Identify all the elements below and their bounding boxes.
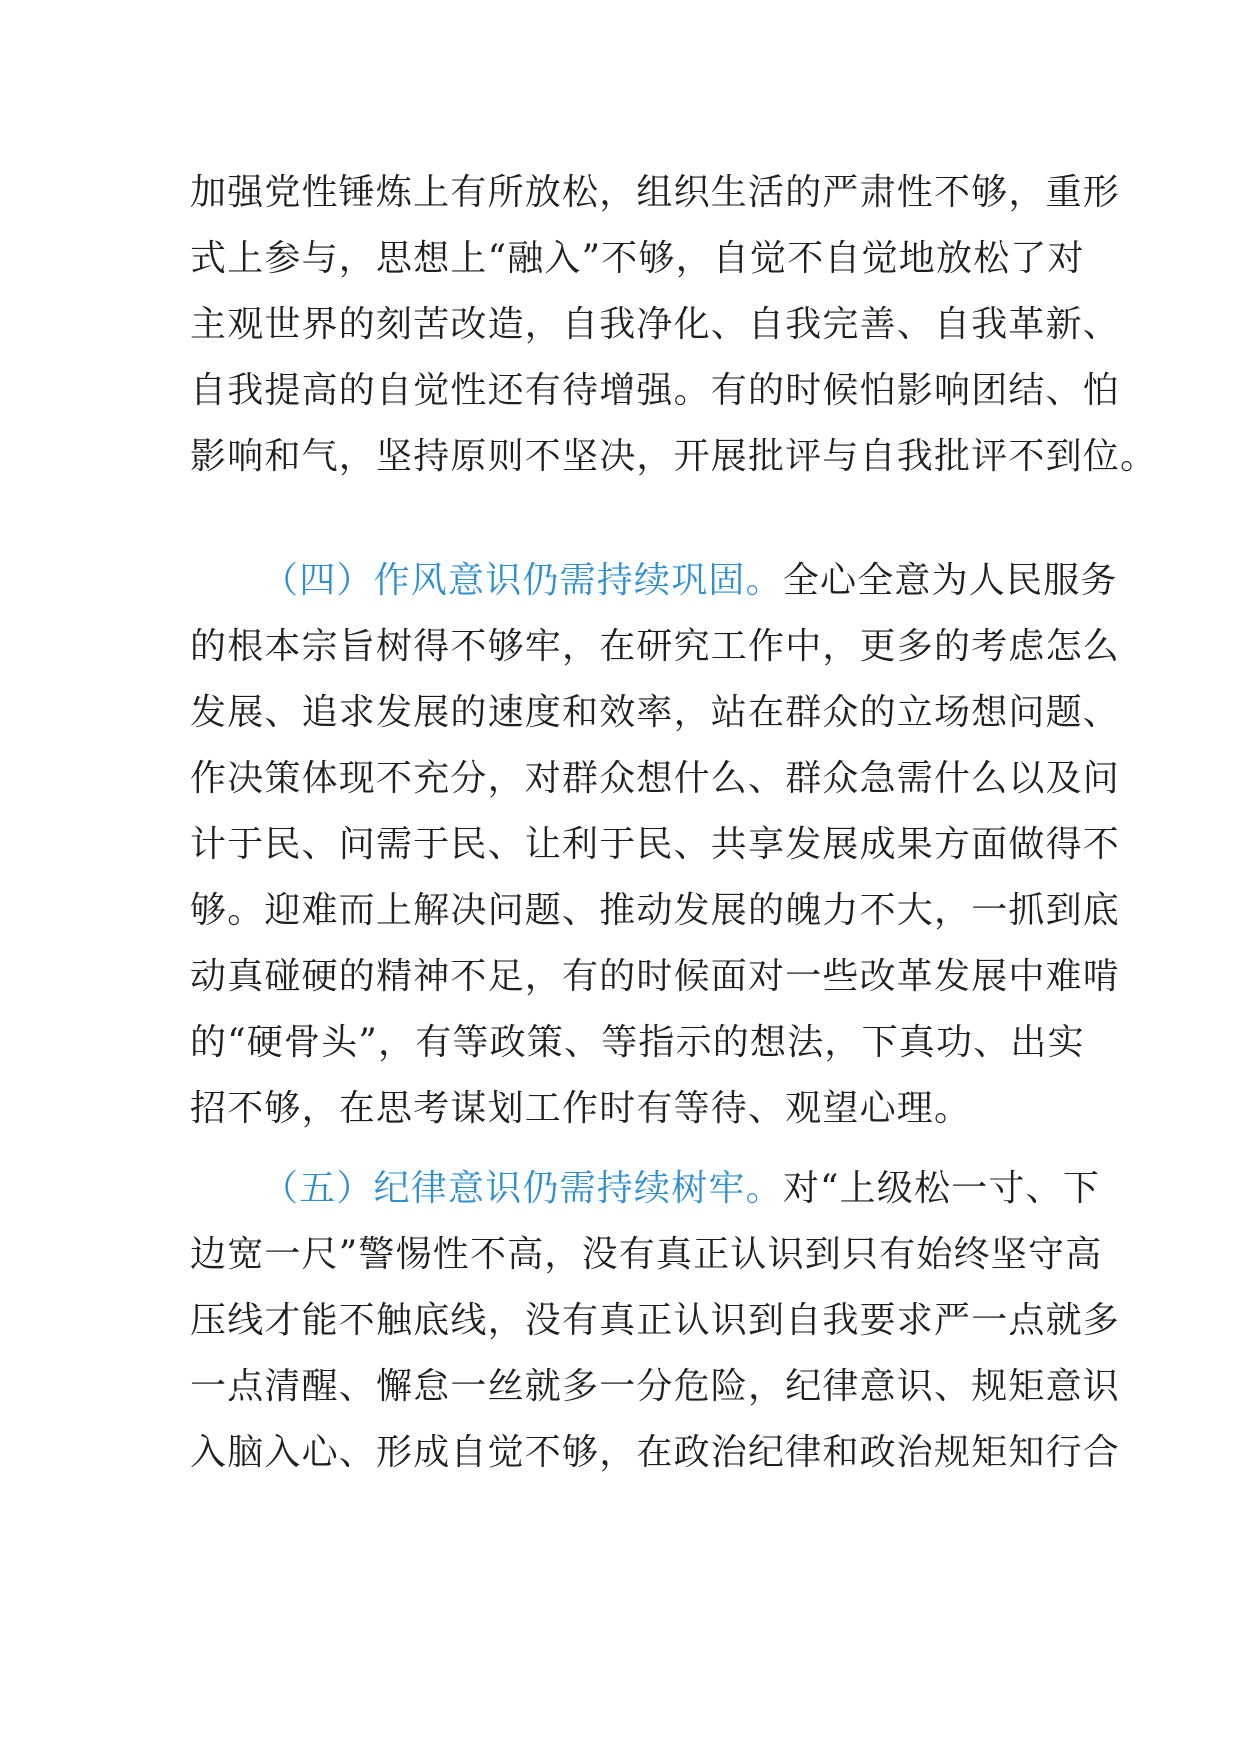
section-5-heading: （五）纪律意识仍需持续树牢。 — [262, 1168, 783, 1209]
section-4-line-9: 招不够，在思考谋划工作时有等待、观望心理。 — [190, 1088, 972, 1129]
paragraph-1-line-5: 影响和气，坚持原则不坚决，开展批评与自我批评不到位。 — [190, 436, 1158, 477]
section-4-line-2: 的根本宗旨树得不够牢，在研究工作中，更多的考虑怎么 — [190, 626, 1121, 667]
section-5-line-2: 边宽一尺”警惕性不高，没有真正认识到只有始终坚守高 — [190, 1234, 1103, 1275]
section-4-line-7: 动真碰硬的精神不足，有的时候面对一些改革发展中难啃 — [190, 956, 1121, 997]
section-4-line-4: 作决策体现不充分，对群众想什么、群众急需什么以及问 — [190, 758, 1121, 799]
paragraph-1-line-3: 主观世界的刻苦改造，自我净化、自我完善、自我革新、 — [190, 304, 1121, 345]
section-4-first-line-text: 全心全意为人民服务 — [782, 560, 1118, 601]
section-5-first-line-text: 对“上级松一寸、下 — [782, 1168, 1101, 1209]
paragraph-1-line-4: 自我提高的自觉性还有待增强。有的时候怕影响团结、怕 — [190, 370, 1121, 411]
section-4-line-3: 发展、追求发展的速度和效率，站在群众的立场想问题、 — [190, 692, 1121, 733]
section-4-line-8: 的“硬骨头”，有等政策、等指示的想法，下真功、出实 — [190, 1022, 1085, 1063]
paragraph-1-line-1: 加强党性锤炼上有所放松，组织生活的严肃性不够，重形 — [190, 172, 1121, 213]
paragraph-1-line-2: 式上参与，思想上“融入”不够，自觉不自觉地放松了对 — [190, 238, 1085, 279]
section-5-line-4: 一点清醒、懈怠一丝就多一分危险，纪律意识、规矩意识 — [190, 1366, 1121, 1407]
section-5-first-line — [262, 1159, 1101, 1219]
section-5-line-5: 入脑入心、形成自觉不够，在政治纪律和政治规矩知行合 — [190, 1432, 1121, 1473]
section-4-heading: （四）作风意识仍需持续巩固。 — [262, 560, 783, 601]
section-5-line-3: 压线才能不触底线，没有真正认识到自我要求严一点就多 — [190, 1300, 1121, 1341]
section-4-line-6: 够。迎难而上解决问题、推动发展的魄力不大，一抓到底 — [190, 890, 1121, 931]
section-4-first-line — [262, 551, 1118, 611]
section-4-line-5: 计于民、问需于民、让利于民、共享发展成果方面做得不 — [190, 824, 1121, 865]
